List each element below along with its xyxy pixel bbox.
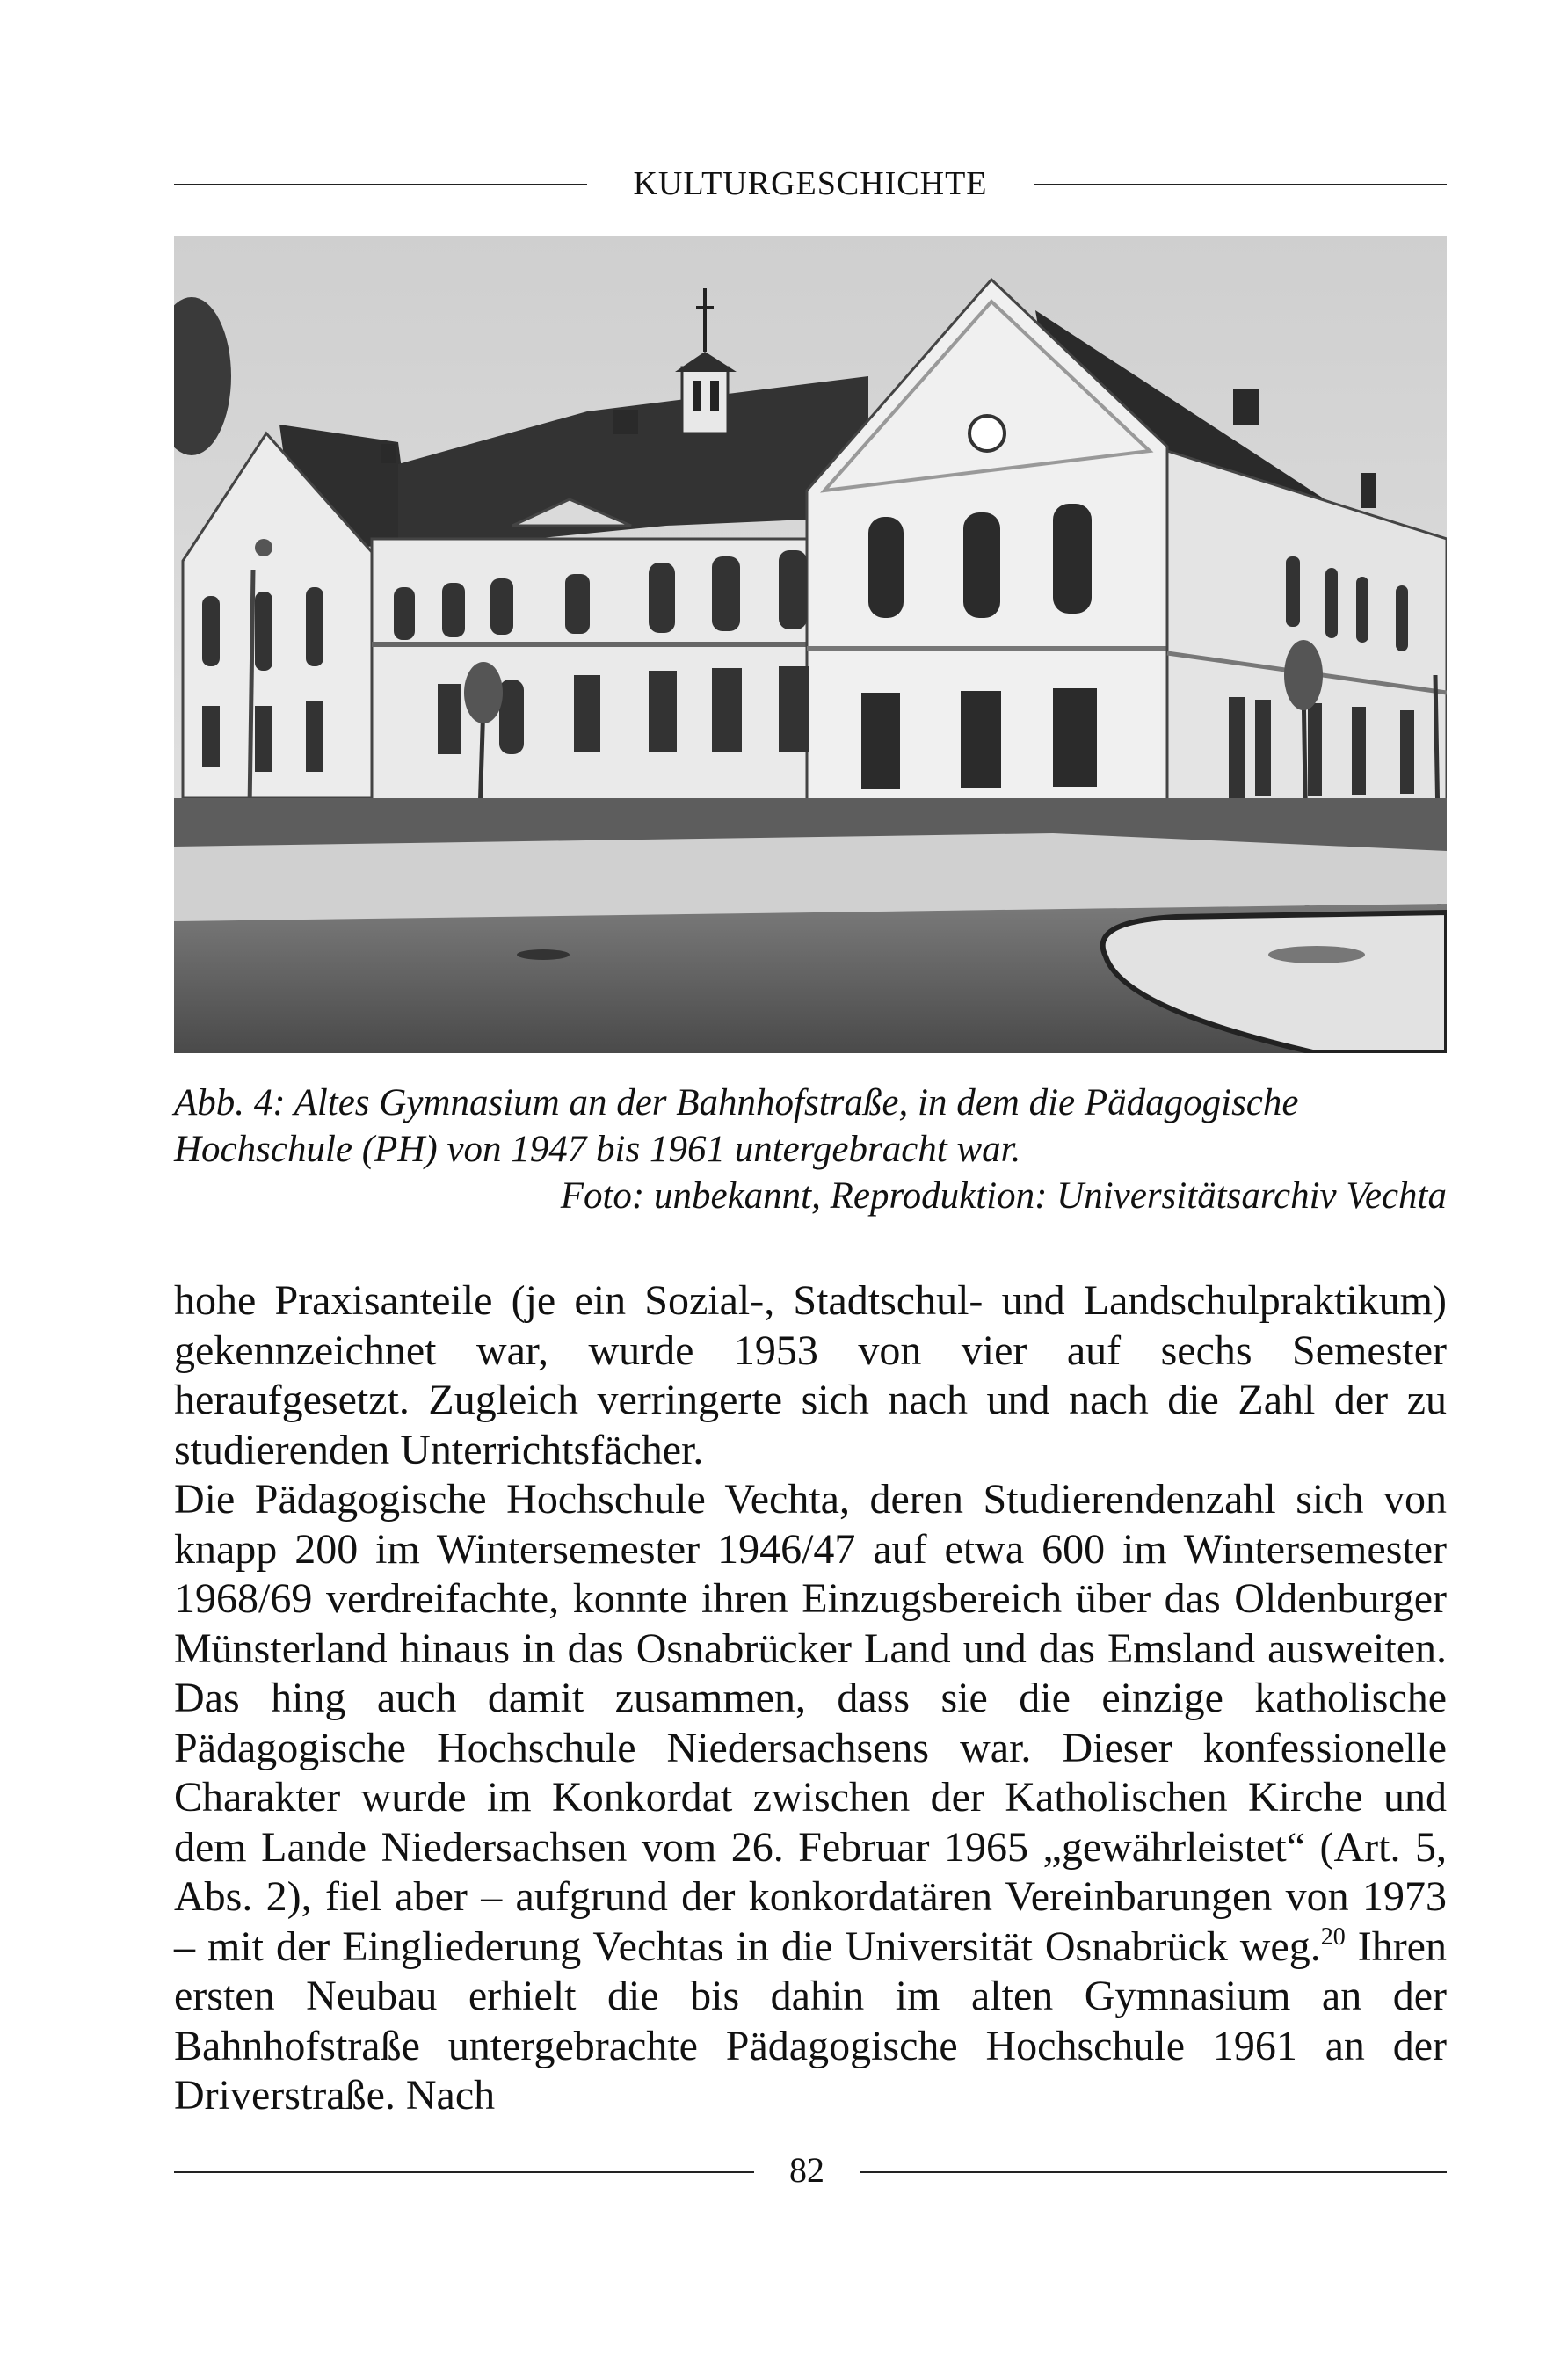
photo-credit: Foto: unbekannt, Reproduktion: Universitätsarchiv Vechta — [560, 1175, 1447, 1217]
page-footer — [174, 2145, 1447, 2198]
caption-line-2: Hochschule (PH) von 1947 bis 1961 untergebracht war. — [174, 1129, 1021, 1170]
running-head — [174, 164, 1447, 207]
caption-line-1: Abb. 4: Altes Gymnasium an der Bahnhofstraße, in dem die Pädagogische — [174, 1082, 1299, 1123]
footer-rule-left — [174, 2171, 754, 2173]
footnote-ref: 20 — [1320, 1923, 1346, 1951]
header-rule-right — [1034, 184, 1447, 185]
footer-rule-right — [860, 2171, 1447, 2173]
header-rule-left — [174, 184, 587, 185]
paragraph-2 — [174, 1475, 1447, 2121]
paragraph-2-part-1: Die Pädagogische Hochschule Vechta, deren Studierendenzahl sich von knapp 200 im Wintersemester 1946/47 auf etwa 600 im Wintersemester 1968/69 verdreifachte, konnte ihren Einzugsbereich über das Oldenburger Münsterland hinaus in das Osnabrücker Land und das Emsland ausweiten. Das hing auch damit zusammen, dass sie die einzige katholische Pädagogische Hochschule Niedersachsens war. Dieser konfessionelle Charakter wurde im Konkordat zwischen der Katholischen Kirche und dem Lande Niedersachsen vom 26. Februar 1965 „gewährleistet“ (Art. 5, Abs. 2), fiel aber – aufgrund der konkordatären Vereinbarungen von 1973 – mit der Eingliederung Vechtas in die Universität Osnabrück weg. — [174, 1476, 1447, 1970]
building-photo-drawing — [174, 236, 1447, 1053]
building-photo — [174, 236, 1447, 1053]
paragraph-1: hohe Praxisanteile (je ein Sozial-, Stadtschul- und Landschulpraktikum) gekennzeichnet war, wurde 1953 von vier auf sechs Semester heraufgesetzt. Zugleich verringerte sich nach und nach die Zahl der zu studierenden Unterrichtsfächer. — [174, 1277, 1447, 1473]
body-text — [174, 1276, 1447, 2121]
page-number: 82 — [789, 2150, 824, 2190]
paragraph-2-part-2: Ihren ersten Neubau erhielt die bis dahin im alten Gymnasium an der Bahnhofstraße untergebrachte Pädagogische Hochschule 1961 an der Driverstraße. Nach — [174, 1923, 1447, 2119]
figure-caption — [174, 1079, 1447, 1219]
running-title: KULTURGESCHICHTE — [633, 165, 988, 202]
